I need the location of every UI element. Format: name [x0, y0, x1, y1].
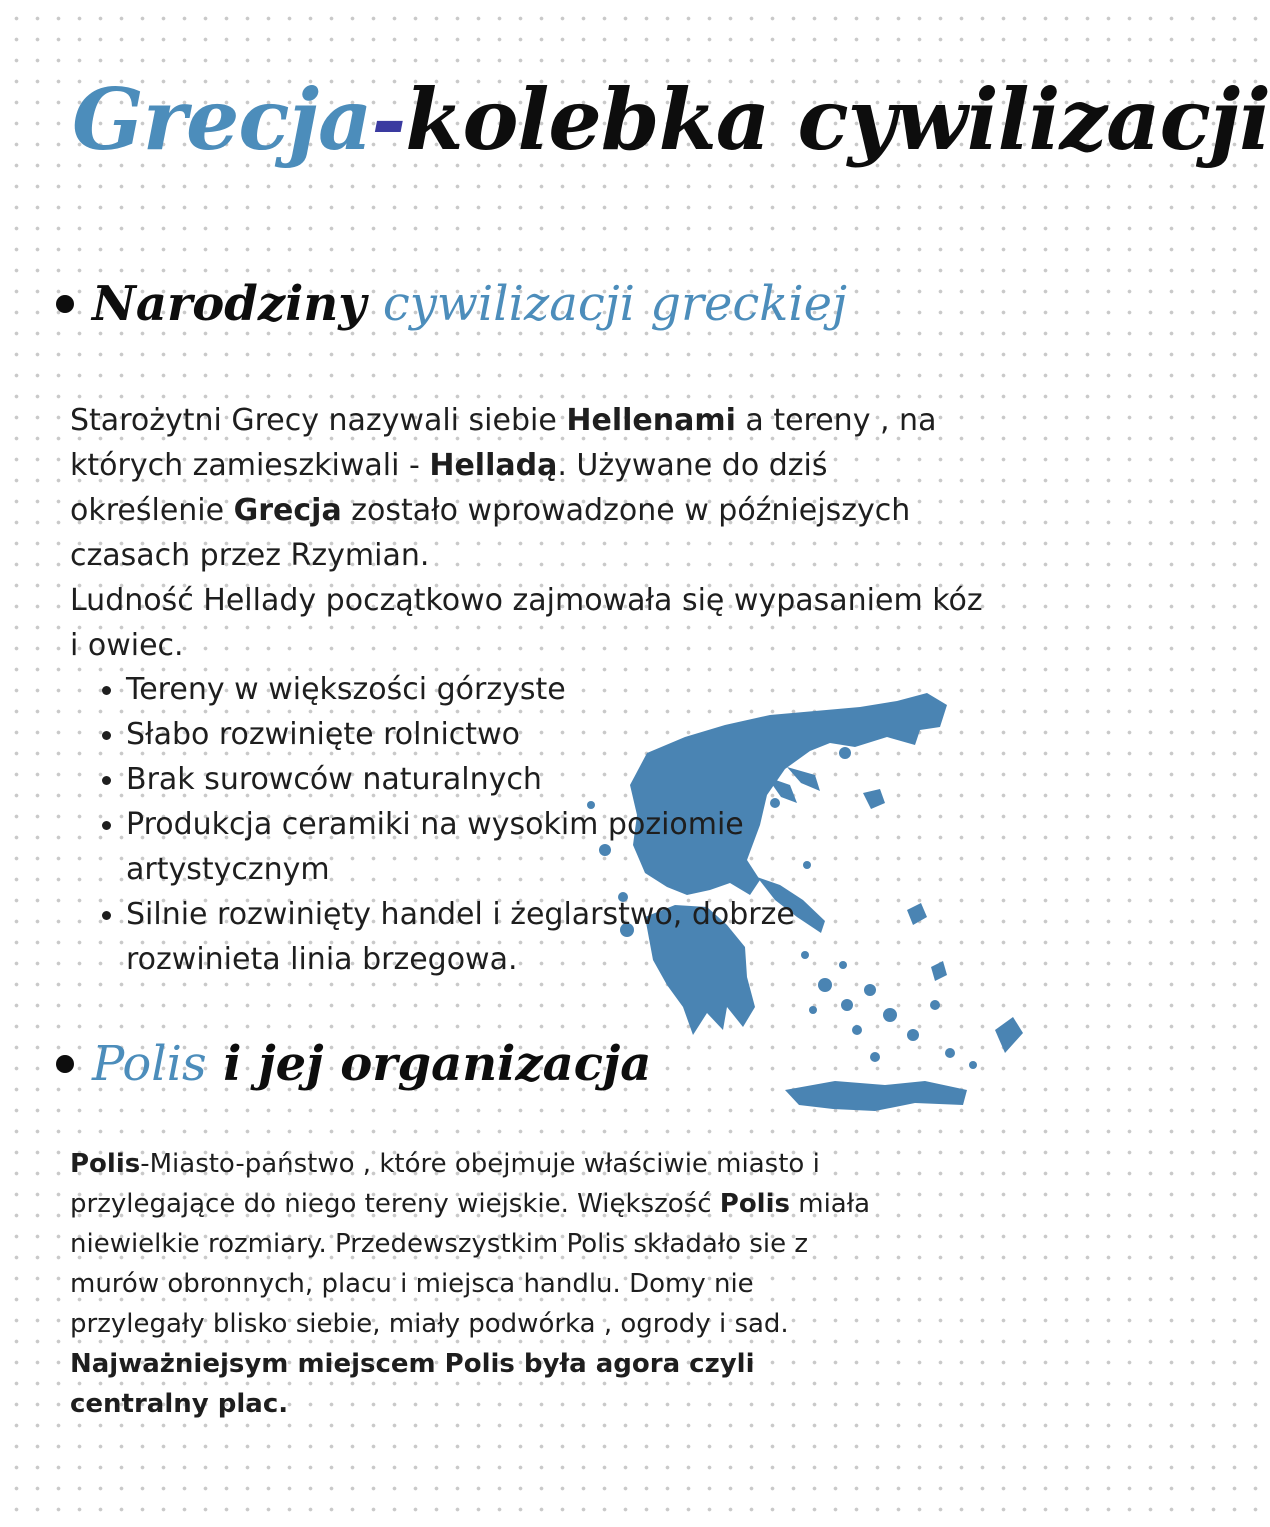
heading-bullet-icon — [56, 1055, 74, 1073]
text-span: a tereny , na których zamieszkiwali - — [70, 403, 937, 483]
text-span: miała niewielkie rozmiary. Przedewszystkim Polis składało sie z murów obronnych, placu i miejsca handlu. Domy nie przylegały blisko siebie, miały podwórka , ogrody i sad. — [70, 1189, 871, 1339]
list-item: Silnie rozwinięty handel i żeglarstwo, dobrze rozwinieta linia brzegowa. — [96, 892, 816, 982]
paragraph-agora — [70, 1344, 890, 1424]
paragraph-hellenes — [70, 398, 990, 578]
bold-grecja: Grecja — [233, 493, 342, 528]
section2-text — [70, 1144, 890, 1424]
list-item: Słabo rozwinięte rolnictwo — [96, 712, 816, 757]
section1-text — [70, 398, 990, 668]
list-item: Brak surowców naturalnych — [96, 757, 816, 802]
bold-polis: Polis — [719, 1189, 790, 1219]
heading-dark-part: Narodziny — [92, 276, 367, 332]
heading-dark-part: i jej organizacja — [206, 1036, 652, 1092]
bold-hellada: Helladą — [429, 448, 558, 483]
paragraph-herding: Ludność Hellady początkowo zajmowała się wypasaniem kóz i owiec. — [70, 583, 983, 663]
heading-bullet-icon — [56, 295, 74, 313]
bold-polis: Polis — [70, 1149, 141, 1179]
paragraph-polis — [70, 1144, 890, 1344]
section-heading-polis — [56, 1036, 651, 1094]
text-span: -Miasto-państwo , które obejmuje właściwie miasto i przylegające do niego tereny wiejskie. Większość — [70, 1149, 820, 1219]
title-part-cradle: kolebka cywilizacji — [405, 70, 1270, 169]
list-item: Tereny w większości górzyste — [96, 667, 816, 712]
bold-agora-sentence: Najważniejsym miejscem Polis była agora czyli centralny plac. — [70, 1349, 755, 1419]
section-heading-birth — [56, 276, 847, 334]
heading-blue-part: Polis — [92, 1036, 207, 1092]
list-item: Produkcja ceramiki na wysokim poziomie artystycznym — [96, 802, 816, 892]
text-span: . Używane do dziś określenie — [70, 448, 828, 528]
page-title — [72, 70, 1270, 171]
bold-hellenami: Hellenami — [566, 403, 736, 438]
text-span: zostało wprowadzone w późniejszych czasach przez Rzymian. — [70, 493, 911, 573]
features-list — [96, 667, 816, 982]
title-dash: - — [371, 70, 406, 169]
title-part-greece: Grecja — [72, 70, 372, 169]
heading-blue-part: cywilizacji greckiej — [382, 276, 847, 332]
text-span: Starożytni Grecy nazywali siebie — [70, 403, 567, 438]
